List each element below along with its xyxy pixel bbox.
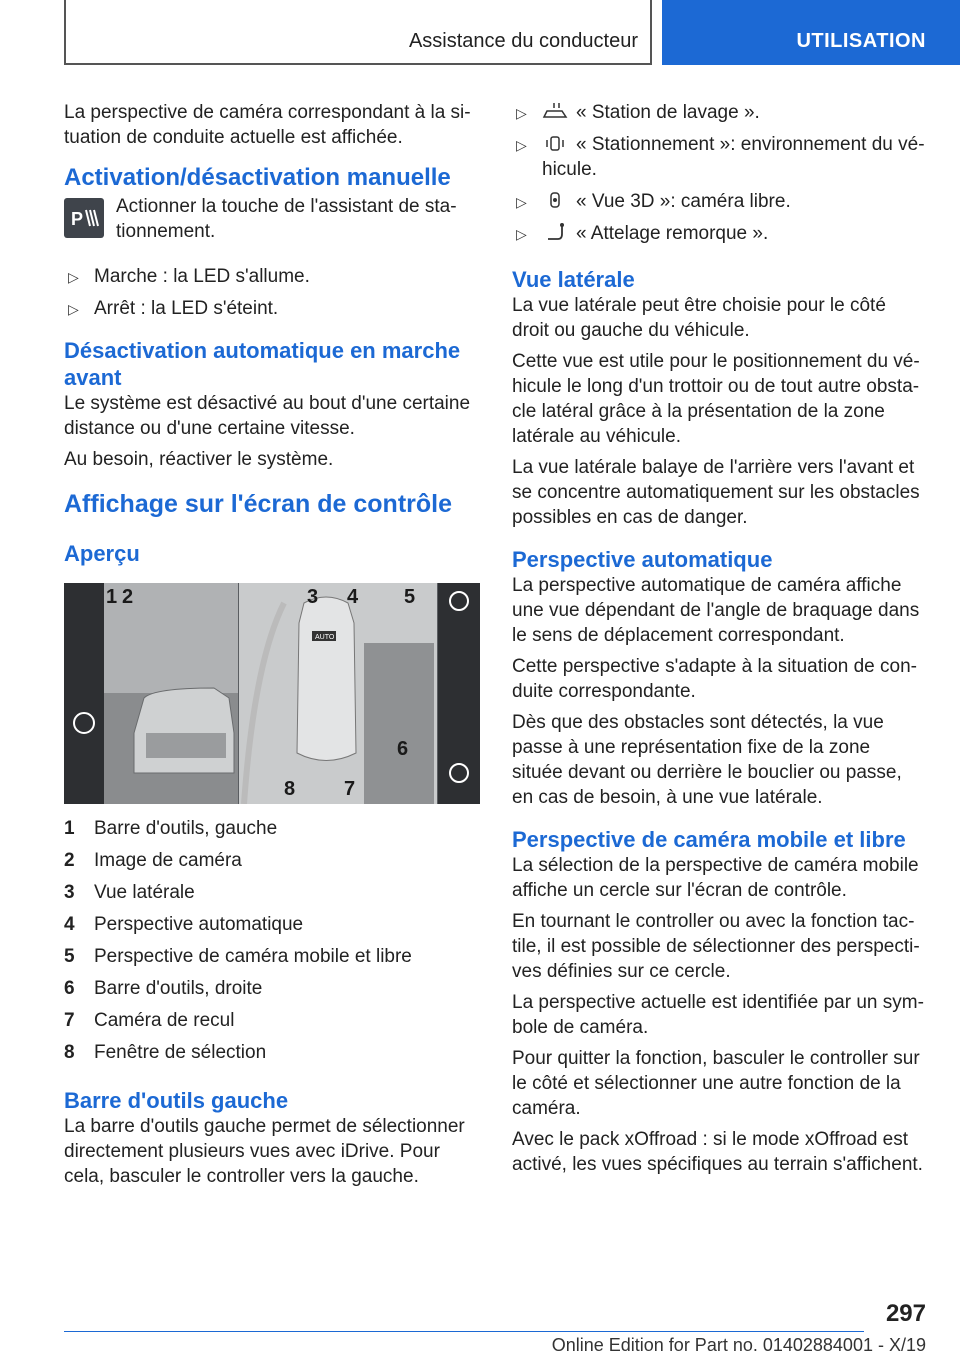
view-3d-icon — [542, 190, 568, 210]
chapter-tab — [662, 0, 960, 65]
auto-paragraph-1: La perspective automatique de caméra affiche une vue dépendant de l'angle de braquage dans le sens de déplacement correspondant. — [512, 575, 920, 646]
camera-screen-figure — [64, 583, 480, 804]
heading-side-view: Vue latérale — [512, 267, 635, 292]
heading-auto-perspective: Perspective automatique — [512, 547, 773, 572]
side-paragraph-3: La vue latérale balaye de l'arrière vers l'avant et se concentre automatiquement sur les obstacles possibles en cas de danger. — [512, 457, 920, 528]
right-column — [512, 100, 926, 1183]
auto-off-paragraph-1: Le système est désactivé au bout d'une certaine distance ou d'une certaine vitesse. — [64, 393, 471, 439]
toolbar-paragraph: La barre d'outils gauche permet de sélectionner directement plusieurs vues avec iDrive. Pour cela, basculer le controller vers la gauche. — [64, 1116, 465, 1187]
legend-item: 5 Perspective de caméra mobile et libre — [64, 946, 412, 967]
bullet-triangle-icon: ▷ — [68, 301, 79, 317]
mobile-paragraph-2: En tournant le controller ou avec la fonction tactile, il est possible de sélectionner des perspectives définies sur ce cercle. — [512, 911, 920, 982]
legend-item: 7 Caméra de recul — [64, 1010, 235, 1031]
figure-label: 1 — [106, 586, 118, 608]
auto-off-paragraph-2: Au besoin, réactiver le système. — [64, 449, 334, 470]
heading-overview: Aperçu — [64, 541, 140, 566]
car-wash-icon — [542, 101, 568, 121]
heading-display: Affichage sur l'écran de contrôle — [64, 490, 452, 518]
bullet-triangle-icon: ▷ — [516, 194, 527, 210]
figure-label: 3 — [307, 586, 319, 608]
parking-surround-icon — [542, 133, 568, 153]
figure-label: 7 — [344, 778, 356, 800]
auto-badge: AUTO — [315, 634, 335, 641]
auto-paragraph-2: Cette perspective s'adapte à la situation de conduite correspondante. — [512, 656, 917, 702]
intro-paragraph: La perspective de caméra correspondant à la situation de conduite actuelle est affichée. — [64, 102, 471, 148]
heading-mobile-perspective: Perspective de caméra mobile et libre — [512, 827, 906, 852]
parking-key-instruction — [64, 194, 478, 244]
figure-legend — [64, 816, 478, 1065]
bullet-parking: ▷ « Stationnement »: environnement du véhicule. — [516, 134, 925, 180]
footer-rule — [64, 1331, 864, 1332]
figure-label: 4 — [347, 586, 359, 608]
auto-paragraph-3: Dès que des obstacles sont détectés, la vue passe à une représentation fixe de la zone située devant ou derrière le bouclier ou passe, en cas de besoin, à une vue latérale. — [512, 712, 902, 808]
bullet-triangle-icon: ▷ — [516, 137, 527, 153]
legend-item: 6 Barre d'outils, droite — [64, 978, 263, 999]
bullet-trailer: ▷ « Attelage remorque ». — [512, 221, 926, 246]
chapter-tab-label: UTILISATION — [796, 30, 926, 52]
side-paragraph-1: La vue latérale peut être choisie pour le côté droit ou gauche du véhicule. — [512, 295, 886, 341]
legend-item: 4 Perspective automatique — [64, 914, 304, 935]
bullet-car-wash: ▷ « Station de lavage ». — [512, 100, 926, 125]
figure-label: 6 — [397, 738, 409, 760]
manual-instruction-text: Actionner la touche de l'assistant de stationnement. — [116, 196, 457, 242]
figure-label: 8 — [284, 778, 296, 800]
figure-label: 2 — [122, 586, 134, 608]
page-number: 297 — [885, 1300, 926, 1327]
legend-item: 2 Image de caméra — [64, 850, 242, 871]
legend-item: 8 Fenêtre de sélection — [64, 1042, 267, 1063]
heading-manual: Activation/désactivation manuelle — [64, 164, 451, 191]
mobile-paragraph-5: Avec le pack xOffroad : si le mode xOffroad est activé, les vues spécifiques au terrain s'affichent. — [512, 1129, 923, 1175]
bullet-off: ▷ Arrêt : la LED s'éteint. — [64, 296, 478, 321]
mobile-paragraph-4: Pour quitter la fonction, basculer le controller sur le côté et sélectionner une autre fonction de la caméra. — [512, 1048, 920, 1119]
bullet-3d-view: ▷ « Vue 3D »: caméra libre. — [512, 189, 926, 214]
bullet-triangle-icon: ▷ — [516, 226, 527, 242]
section-title: Assistance du conducteur — [408, 30, 638, 52]
trailer-hitch-icon — [542, 222, 568, 242]
mobile-paragraph-1: La sélection de la perspective de caméra mobile affiche un cercle sur l'écran de contrôle. — [512, 855, 919, 901]
left-column — [64, 100, 478, 1195]
parking-assistant-key-icon — [64, 198, 104, 238]
bullet-triangle-icon: ▷ — [68, 269, 79, 285]
side-paragraph-2: Cette vue est utile pour le positionnement du véhicule le long d'un trottoir ou de tout autre obstacle latéral grâce à la présentation de la zone latérale au véhicule. — [512, 351, 920, 447]
heading-toolbar-left: Barre d'outils gauche — [64, 1088, 289, 1113]
legend-item: 1 Barre d'outils, gauche — [64, 818, 278, 839]
mobile-paragraph-3: La perspective actuelle est identifiée par un symbole de caméra. — [512, 992, 924, 1038]
header-rule — [64, 63, 652, 65]
heading-auto-off: Désactivation automatique en marche avant — [64, 338, 461, 390]
bullet-triangle-icon: ▷ — [516, 105, 527, 121]
figure-label: 5 — [404, 586, 416, 608]
legend-item: 3 Vue latérale — [64, 882, 195, 903]
bullet-on: ▷ Marche : la LED s'allume. — [64, 264, 478, 289]
footer-edition: Online Edition for Part no. 01402884001 - X/19 — [551, 1335, 926, 1355]
svg-text:P: P — [71, 209, 84, 229]
